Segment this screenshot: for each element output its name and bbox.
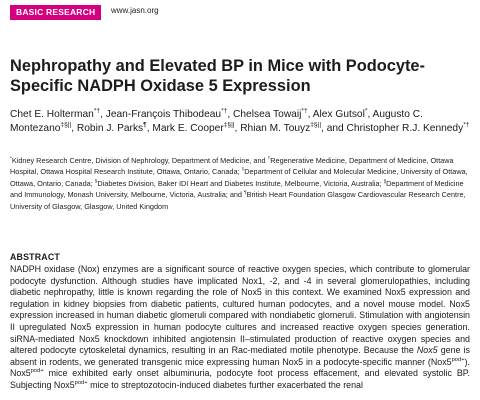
affiliation-text: Department of Cellular and Molecular Medicine, University of Ottawa, Ottawa, Ontario, Canada; [10,167,468,188]
affiliation-text: Regenerative Medicine, Department of Medicine, Ottawa Hospital, Ottawa Hospital Research Institute, Ottawa, Ontario, Canada; [10,156,454,177]
journal-url[interactable]: www.jasn.org [111,6,159,15]
author-affiliation-marks: *† [93,107,101,115]
affiliation-mark: § [94,179,98,185]
abstract-segment: Nox5 [416,345,438,356]
affiliation-mark: ¶ [244,190,247,196]
abstract-segment: mice exhibited early onset albuminuria, podocyte foot process effacement, and elevated systolic BP. Subjecting Nox5 [10,368,470,390]
affiliations [10,155,472,212]
author-affiliation-marks: ‡§|| [60,121,72,129]
author-affiliation-marks: *† [221,107,228,115]
author-name: Rhian M. Touyz [240,123,311,135]
affiliation-mark: † [267,156,271,162]
author-name: Robin J. Parks [76,123,144,135]
affiliation-text: Department of Medicine and Immunology, Monash University, Melbourne, Victoria, Australia; and [10,178,464,200]
author-affiliation-marks: *† [463,121,470,129]
affiliation-mark: || [383,179,387,185]
author-name: and Christopher R.J. Kennedy [326,123,464,135]
abstract-text [10,264,470,400]
author-affiliation-marks: * [364,107,368,115]
author-name: Alex Gutsol [312,109,365,120]
affiliation-text: British Heart Foundation Glasgow Cardiovascular Research Centre, University of Glasgow, Glasgow, United Kingdom [10,190,466,211]
author-name: Jean-François Thibodeau [105,109,222,120]
abstract-heading: ABSTRACT [10,252,60,262]
author-affiliation-marks: ‡§|| [223,121,235,129]
author-affiliation-marks: *† [301,107,308,115]
abstract-segment: NADPH oxidase (Nox) enzymes are a significant source of reactive oxygen species, which contribute to glomerular podocyte dysfunction. Although studies have implicated Nox1, -2, and -4 in several glomerulopathies, including diabetic nephropathy, little is known regarding the role of Nox5 in this context. We examined Nox5 expression and regulation in kidney biopsies from diabetic patients, cultured human podocytes, and a novel mouse model. Nox5 expression increased in human diabetic glomeruli compared with nondiabetic glomeruli. Stimulation with angiotensin II upregulated Nox5 expression in human podocyte cultures and increased reactive oxygen species generation. siRNA-mediated Nox5 knockdown inhibited angiotensin II–stimulated production of reactive oxygen species and altered podocyte cytoskeletal dynamics, resulting in an Rac-mediated motile phenotype. Because the [10,264,470,356]
affiliation-text: Diabetes Division, Baker IDI Heart and Diabetes Institute, Melbourne, Victoria, Australia; [97,178,384,188]
abstract-segment: pod+ [451,356,465,363]
author-list: Chet E. Holterman*†, Jean-François Thibodeau*†, Chelsea Towaij*†, Alex Gutsol*, Augusto C. Montezano‡§||, Robin J. Parks¶, Mark E. Cooper‡§||, Rhian M. Touyz‡§||, and Christopher R.J. Kennedy*† [10,107,470,135]
article-title: Nephropathy and Elevated BP in Mice with Podocyte-Specific NADPH Oxidase 5 Expression [10,57,425,95]
author-name: Augusto C. Montezano [10,109,423,135]
author-name: Chelsea Towaij [233,109,302,120]
abstract-segment: mice to streptozotocin-induced diabetes further exacerbated the renal [87,379,363,390]
abstract-segment: pod+ [30,368,44,375]
author-name: Chet E. Holterman [10,109,94,120]
section-badge: BASIC RESEARCH [10,5,101,20]
affiliation-mark: * [10,156,12,162]
author-affiliation-marks: ¶ [143,121,147,129]
abstract-segment: pod+ [74,379,88,386]
abstract-segment: gene is absent in rodents, we generated transgenic mice expressing human Nox5 in a podocyte-specific manner (Nox5 [10,345,470,367]
journal-header [0,0,480,22]
abstract-segment: ). Nox5 [10,356,470,379]
affiliation-text: Kidney Research Centre, Division of Nephrology, Department of Medicine, and [11,156,268,165]
affiliation-mark: ‡ [241,167,245,173]
author-name: Mark E. Cooper [152,123,224,135]
author-affiliation-marks: ‡§|| [310,121,322,129]
